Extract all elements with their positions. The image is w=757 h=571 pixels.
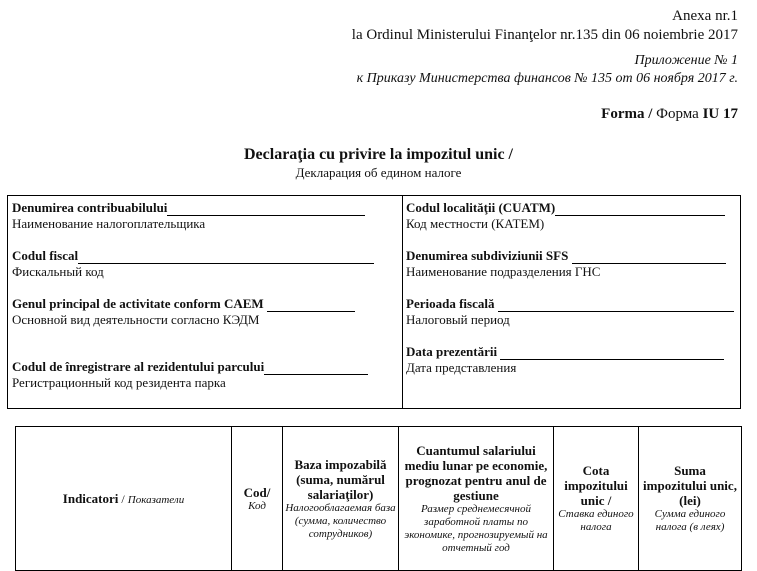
header-tax-base-ro: Baza impozabilă (suma, numărul salariaţilor) [294,456,387,502]
taxpayer-name-label: Denumirea contribuabilului [12,200,168,215]
column-divider [402,196,403,408]
locality-code-label-ru: Код местности (КАТЕМ) [406,216,545,231]
sfs-subdivision-label-ru: Наименование подразделения ГНС [406,264,601,279]
locality-code-input-line[interactable] [555,203,725,216]
activity-label-ru: Основной вид деятельности согласно КЭДМ [12,312,260,327]
annex-number: Anexa nr.1 [672,8,738,24]
header-average-salary-ru: Размер среднемесячной заработной платы по экономике, прогнозируемый на отчетный год [404,502,548,554]
sfs-subdivision-label: Denumirea subdiviziunii SFS [406,248,569,263]
annex-number-ru: Приложение № 1 [634,53,738,68]
park-resident-code-field[interactable] [12,359,368,391]
park-resident-code-label: Codul de înregistrare al rezidentului parcului [12,359,265,374]
fiscal-code-input-line[interactable] [78,251,374,264]
header-tax-rate-ro: Cota impozitului unic / [564,463,628,508]
park-resident-code-label-ru: Регистрационный код резидента парка [12,375,226,390]
form-code-value: IU 17 [702,106,738,122]
header-code-ro: Cod/ [243,484,271,500]
taxpayer-name-label-ru: Наименование налогоплательщика [12,216,206,231]
taxpayer-name-input-line[interactable] [167,203,365,216]
header-tax-rate-ru: Ставка единого налога [558,508,634,533]
park-resident-code-input-line[interactable] [264,362,368,375]
header-average-salary [399,427,554,571]
header-average-salary-ro: Cuantumul salariului mediu lunar pe economie, prognozat pentru anul de gestiune [404,442,548,503]
header-tax-rate [554,427,639,571]
activity-label: Genul principal de activitate conform CAEM [12,296,264,311]
page-title: Declaraţia cu privire la impozitul unic / [243,146,513,163]
form-label-ro: Forma [601,106,645,122]
submission-date-label: Data prezentării [406,344,498,359]
fiscal-code-label: Codul fiscal [12,248,79,263]
annex-order-reference-ru: к Приказу Министерства финансов № 135 от 06 ноября 2017 г. [356,71,738,86]
page-title-ru: Декларация об едином налоге [295,165,462,180]
fiscal-code-field[interactable] [12,248,374,280]
activity-field[interactable] [12,296,355,328]
sfs-subdivision-field[interactable] [406,248,726,280]
submission-date-label-ru: Дата представления [406,360,517,375]
taxpayer-info-box [7,195,741,409]
annex-order-reference: la Ordinul Ministerului Finanţelor nr.135 din 06 noiembrie 2017 [351,27,738,43]
header-tax-base [283,427,399,571]
fiscal-period-field[interactable] [406,296,734,328]
header-indicators-separator: / [118,491,128,506]
header-code-ru: Код [248,499,266,512]
locality-code-field[interactable] [406,200,725,232]
form-label-ru: Форма [656,106,699,122]
header-tax-sum [639,427,742,571]
locality-code-label: Codul localităţii (CUATM) [406,200,556,215]
fiscal-period-input-line[interactable] [498,299,734,312]
header-indicators [16,427,232,571]
header-tax-base-ru: Налогооблагаемая база (сумма, количество сотрудников) [285,501,396,540]
sfs-subdivision-input-line[interactable] [572,251,726,264]
form-separator: / [644,106,657,122]
submission-date-input-line[interactable] [500,347,724,360]
form-code [601,106,738,123]
fiscal-period-label: Perioada fiscală [406,296,495,311]
fiscal-period-label-ru: Налоговый период [406,312,510,327]
activity-input-line[interactable] [267,299,355,312]
taxpayer-name-field[interactable] [12,200,365,232]
header-tax-sum-ru: Сумма единого налога (в леях) [654,508,726,533]
submission-date-field[interactable] [406,344,724,376]
header-code [232,427,283,571]
header-indicators-ru: Показатели [127,493,185,506]
header-indicators-ro: Indicatori [62,490,119,506]
fiscal-code-label-ru: Фискальный код [12,264,104,279]
indicators-table [15,426,742,571]
table-header-row [16,427,742,571]
header-tax-sum-ro: Suma impozitului unic, (lei) [643,463,737,508]
